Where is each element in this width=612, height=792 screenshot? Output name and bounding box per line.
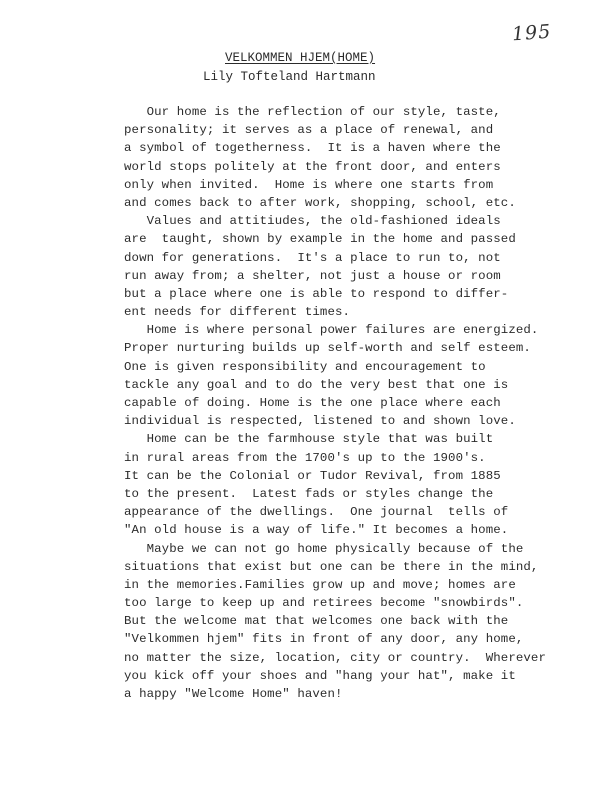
text-line: Home is where personal power failures are energized. [124,323,539,338]
text-line: are taught, shown by example in the home and passed [124,232,516,247]
text-line: a symbol of togetherness. It is a haven where the [124,141,501,156]
text-line: you kick off your shoes and "hang your hat", make it [124,668,516,683]
text-line: run away from; a shelter, not just a house or room [124,268,501,283]
text-line: But the welcome mat that welcomes one back with the [124,614,509,629]
text-line: personality; it serves as a place of renewal, and [124,123,494,138]
text-line: ent needs for different times. [124,305,351,320]
text-line: to the present. Latest fads or styles change the [124,486,494,501]
text-line: tackle any goal and to do the very best that one is [124,377,509,392]
page-number: 195 [511,20,552,46]
text-line: in the memories.Families grow up and move; homes are [124,577,516,592]
text-line: too large to keep up and retirees become "snowbirds". [124,596,524,611]
text-line: Our home is the reflection of our style, taste, [124,105,501,119]
author-name: Lily Tofteland Hartmann [203,70,376,84]
text-line: but a place where one is able to respond to differ- [124,286,509,301]
text-line: Values and attitiudes, the old-fashioned ideals [124,214,501,229]
text-line: no matter the size, location, city or country. Wherever [124,650,546,665]
text-line: only when invited. Home is where one starts from [124,177,494,192]
body-text [124,103,564,703]
text-line: One is given responsibility and encouragement to [124,359,486,374]
text-line: situations that exist but one can be there in the mind, [124,559,539,574]
text-line: capable of doing. Home is the one place where each [124,396,501,410]
text-line: Home can be the farmhouse style that was built [124,432,494,447]
text-line: "Velkommen hjem" fits in front of any door, any home, [124,632,524,647]
text-line: a happy "Welcome Home" haven! [124,687,343,701]
text-line: Maybe we can not go home physically because of the [124,541,524,556]
text-line: It can be the Colonial or Tudor Revival, from 1885 [124,468,501,483]
text-line: appearance of the dwellings. One journal tells of [124,505,509,520]
text-line: world stops politely at the front door, and enters [124,159,501,174]
text-line: "An old house is a way of life." It becomes a home. [124,523,509,538]
text-line: and comes back to after work, shopping, school, etc. [124,195,516,210]
text-line: Proper nurturing builds up self-worth and self esteem. [124,341,531,356]
text-line: individual is respected, listened to and shown love. [124,414,516,429]
text-line: in rural areas from the 1700's up to the 1900's. [124,450,486,465]
text-line: down for generations. It's a place to run to, not [124,250,501,265]
document-title: VELKOMMEN HJEM(HOME) [225,51,376,65]
